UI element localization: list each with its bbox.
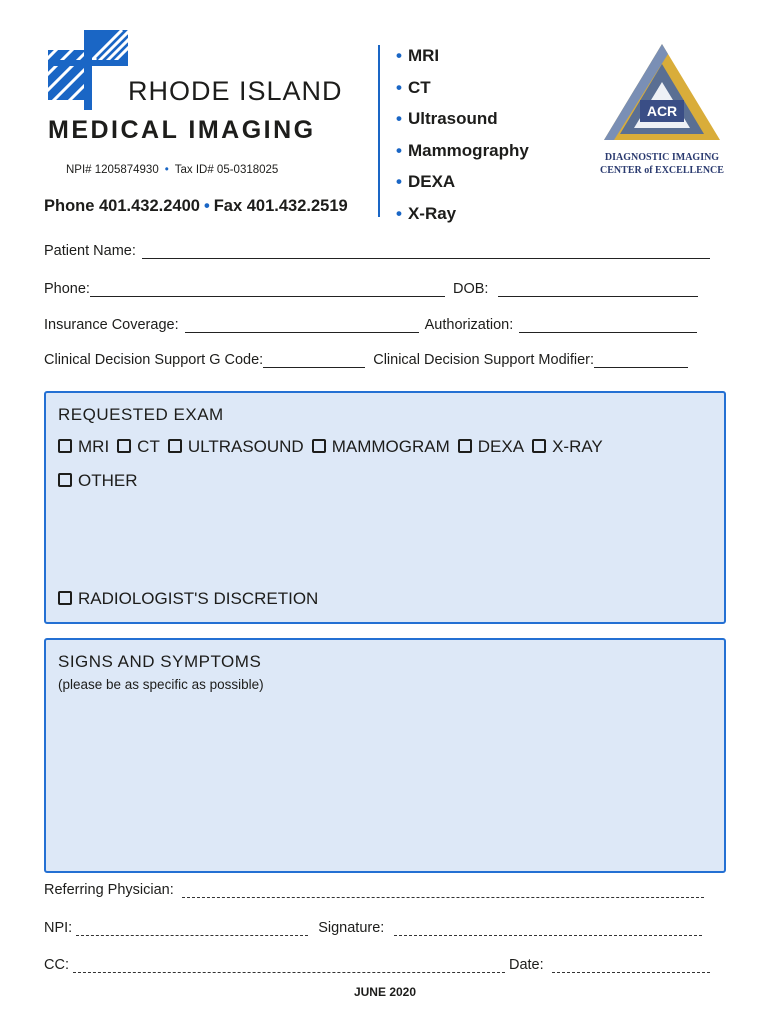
requested-exam-box [44,391,726,624]
bullet-icon: • [396,109,402,128]
badge-line1: DIAGNOSTIC IMAGING [604,152,720,163]
signs-symptoms-subtitle: (please be as specific as possible) [58,677,264,692]
signature-field[interactable] [394,921,702,936]
radiologist-row [58,589,326,611]
xray-checkbox[interactable]: X-RAY [532,437,603,457]
org-name-line2: MEDICAL IMAGING [48,116,316,144]
checkbox-icon [532,439,546,453]
org-name-line1: RHODE ISLAND [128,76,343,106]
cds-modifier-field[interactable] [594,353,688,368]
bullet-icon: • [396,203,402,223]
npi-number: NPI# 1205874930 [66,164,159,176]
other-checkbox[interactable]: OTHER [58,471,138,491]
dob-field[interactable] [498,282,698,297]
badge-line2: CENTER of EXCELLENCE [600,165,724,176]
bullet-icon: • [396,77,402,97]
bullet-icon: • [164,164,169,176]
npi-field[interactable] [76,921,308,936]
ids-line [66,164,278,176]
phone-number: Phone 401.432.2400 [44,197,200,215]
service-item: • X-Ray [396,203,457,223]
referring-physician-label: Referring Physician: [44,882,174,898]
checkbox-icon [58,591,72,605]
insurance-field[interactable] [185,318,419,333]
insurance-row [44,317,697,333]
npi-signature-row [44,920,702,936]
checkbox-icon [312,439,326,453]
bullet-icon: • [396,172,402,191]
referring-row [44,882,704,898]
authorization-field[interactable] [519,318,697,333]
phone-dob-row [44,281,698,297]
requested-exam-title: REQUESTED EXAM [58,405,224,424]
npi-label: NPI: [44,920,73,936]
patient-name-label: Patient Name: [44,243,136,259]
services-list [396,40,529,229]
fax-number: Fax 401.432.2519 [213,197,348,215]
acr-badge-icon [594,42,730,182]
patient-name-field[interactable] [142,244,710,259]
service-item: • MRI [396,46,440,65]
checkbox-icon [58,473,72,487]
bullet-icon: • [203,197,210,215]
date-label: Date: [508,957,544,973]
date-field[interactable] [552,958,710,973]
cc-date-row [44,957,710,973]
form-version-date: JUNE 2020 [353,985,417,999]
insurance-label: Insurance Coverage: [44,317,179,333]
cds-gcode-field[interactable] [263,353,365,368]
checkbox-icon [117,439,131,453]
ultrasound-checkbox[interactable]: ULTRASOUND [168,437,304,457]
checkbox-icon [58,439,72,453]
mri-checkbox[interactable]: MRI [58,437,109,457]
exam-options-row [58,437,611,457]
phone-label: Phone: [44,281,90,297]
acr-text: ACR [646,103,678,119]
patient-name-row [44,243,710,259]
service-item: • DEXA [396,172,456,191]
checkbox-icon [168,439,182,453]
header-divider [378,45,380,217]
ct-checkbox[interactable]: CT [117,437,160,457]
signs-symptoms-title: SIGNS AND SYMPTOMS [58,652,262,671]
dob-label: DOB: [452,281,489,297]
dexa-checkbox[interactable]: DEXA [458,437,524,457]
cc-label: CC: [44,957,69,973]
bullet-icon: • [396,140,402,160]
checkbox-icon [458,439,472,453]
bullet-icon: • [396,46,402,65]
signature-label: Signature: [318,920,385,936]
referring-physician-field[interactable] [182,883,704,898]
signs-symptoms-box[interactable] [44,638,726,873]
tax-id: Tax ID# 05-0318025 [174,164,279,176]
cds-gcode-label: Clinical Decision Support G Code: [44,352,264,368]
other-row [58,471,146,493]
phone-field[interactable] [90,282,445,297]
cds-modifier-label: Clinical Decision Support Modifier: [373,352,595,368]
service-item: • Mammography [396,140,529,160]
rimi-logo-icon [48,30,128,110]
authorization-label: Authorization: [424,317,514,333]
service-item: • Ultrasound [396,109,498,128]
service-item: • CT [396,77,431,97]
contact-line [44,197,348,216]
cds-row [44,352,688,368]
mammogram-checkbox[interactable]: MAMMOGRAM [312,437,450,457]
radiologist-discretion-checkbox[interactable]: RADIOLOGIST'S DISCRETION [58,589,318,609]
cc-field[interactable] [73,958,505,973]
